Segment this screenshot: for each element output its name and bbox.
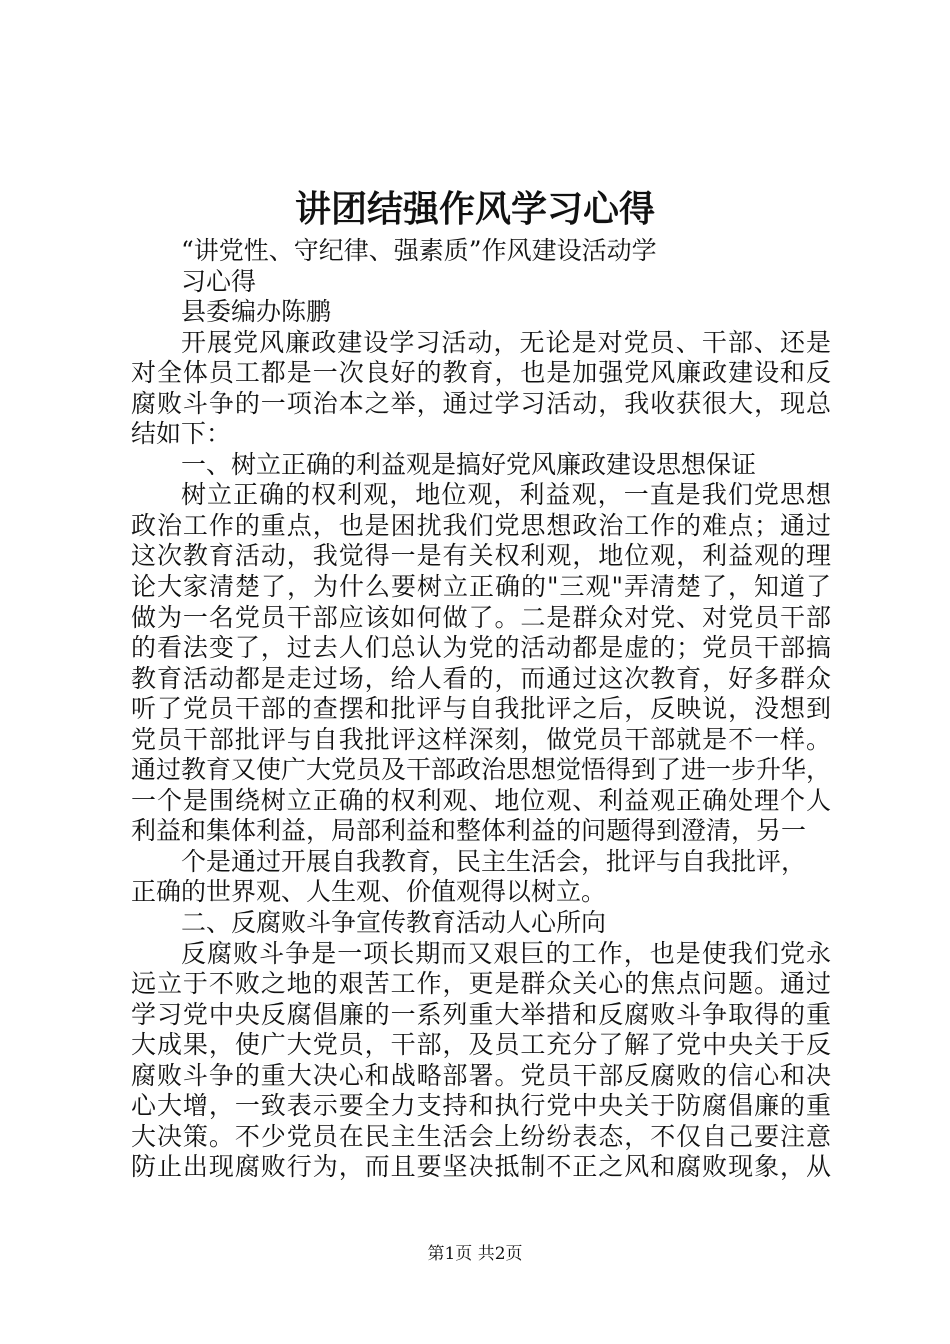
text-line: 树立正确的权利观，地位观，利益观，一直是我们党思想 (181, 480, 831, 510)
text-line: 个是通过开展自我教育，民主生活会，批评与自我批评， (181, 846, 807, 876)
page-footer: 第1页 共2页 (427, 1244, 523, 1264)
text-line: 一个是围绕树立正确的权利观、地位观、利益观正确处理个人 (131, 785, 831, 815)
text-line: 反腐败斗争是一项长期而又艰巨的工作，也是使我们党永 (181, 938, 831, 968)
text-line: 防止出现腐败行为，而且要坚决抵制不正之风和腐败现象，从 (131, 1152, 831, 1182)
text-line: 这次教育活动，我觉得一是有关权利观，地位观，利益观的理 (131, 541, 831, 571)
text-line: 二、反腐败斗争宣传教育活动人心所向 (181, 908, 607, 938)
text-line: 远立于不败之地的艰苦工作，更是群众关心的焦点问题。通过 (131, 969, 831, 999)
text-line: 大决策。不少党员在民主生活会上纷纷表态，不仅自己要注意 (131, 1121, 831, 1151)
text-line: 党员干部批评与自我批评这样深刻，做党员干部就是不一样。 (131, 724, 831, 754)
text-line: 做为一名党员干部应该如何做了。二是群众对党、对党员干部 (131, 602, 831, 632)
text-line: 教育活动都是走过场，给人看的，而通过这次教育，好多群众 (131, 663, 831, 693)
text-line: 开展党风廉政建设学习活动，无论是对党员、干部、还是 (181, 327, 831, 357)
text-line: 腐败斗争的一项治本之举，通过学习活动，我收获很大，现总 (131, 388, 831, 418)
text-line: 的看法变了，过去人们总认为党的活动都是虚的；党员干部搞 (131, 633, 831, 663)
text-line: 习心得 (181, 266, 257, 296)
text-line: 通过教育又使广大党员及干部政治思想觉悟得到了进一步升华， (131, 755, 831, 785)
document-body (131, 236, 831, 1183)
text-line: 大成果，使广大党员，干部，及员工充分了解了党中央关于反 (131, 1030, 831, 1060)
text-line: 学习党中央反腐倡廉的一系列重大举措和反腐败斗争取得的重 (131, 999, 831, 1029)
text-line: 对全体员工都是一次良好的教育，也是加强党风廉政建设和反 (131, 358, 831, 388)
text-line: 心大增，一致表示要全力支持和执行党中央关于防腐倡廉的重 (131, 1091, 831, 1121)
text-line: 一、树立正确的利益观是搞好党风廉政建设思想保证 (181, 449, 757, 479)
document-title: 讲团结强作风学习心得 (294, 188, 655, 230)
text-line: “讲党性、守纪律、强素质”作风建设活动学 (181, 236, 657, 265)
text-line: 听了党员干部的查摆和批评与自我批评之后，反映说，没想到 (131, 694, 831, 724)
text-line: 腐败斗争的重大决心和战略部署。党员干部反腐败的信心和决 (131, 1060, 831, 1090)
text-line: 利益和集体利益，局部利益和整体利益的问题得到澄清，另一 (131, 816, 807, 846)
text-line: 正确的世界观、人生观、价值观得以树立。 (131, 877, 607, 907)
text-line: 论大家清楚了，为什么要树立正确的"三观"弄清楚了，知道了 (131, 572, 831, 602)
text-line: 县委编办陈鹏 (181, 297, 332, 327)
text-line: 结如下： (131, 419, 232, 449)
text-line: 政治工作的重点，也是困扰我们党思想政治工作的难点；通过 (131, 510, 831, 540)
